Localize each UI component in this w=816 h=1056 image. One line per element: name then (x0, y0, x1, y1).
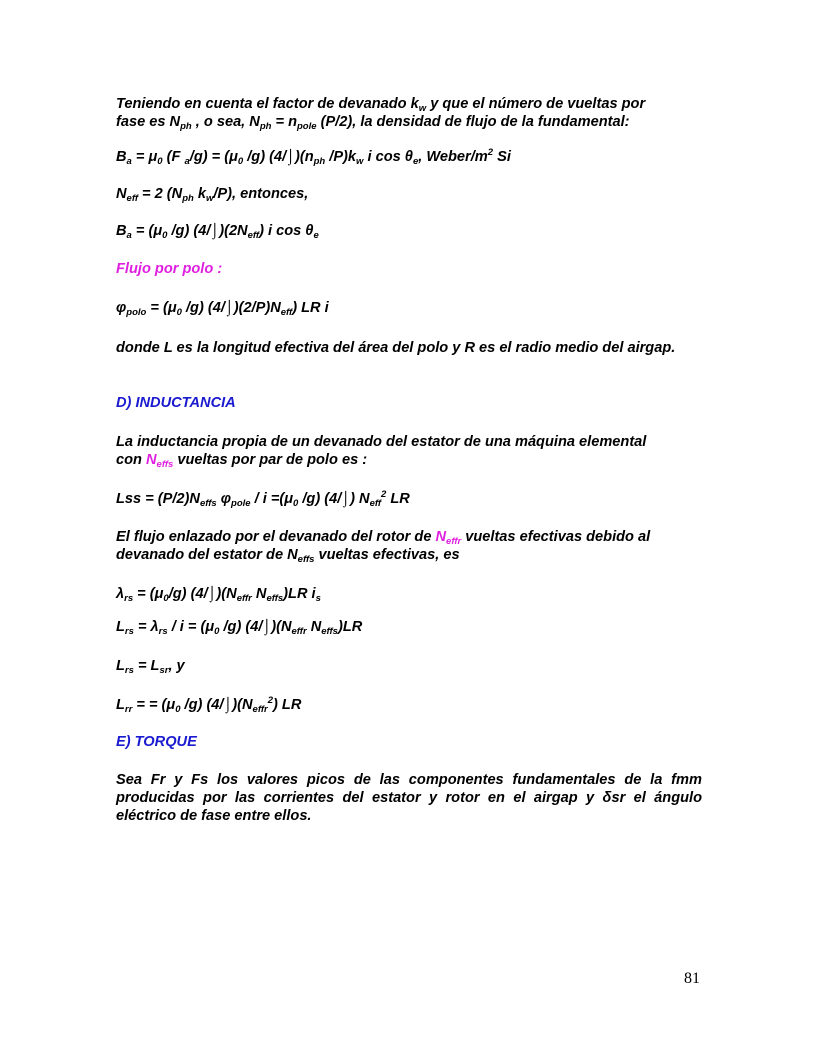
equation-lrs-lsr: $L_{rs} = L_{sr}$, y (116, 658, 185, 676)
inductance-paragraph (116, 433, 702, 469)
linkage-paragraph (116, 528, 702, 564)
flux-per-pole-heading: Flujo por polo : (116, 261, 223, 277)
equation-ba-2: $B_a = (\mu_0$ /g) $(4/⌡)(2N_{eff})$ i $\cos \theta_e$ (116, 223, 319, 241)
equation-lrs: $L_{rs} = \lambda_{rs} / i = (\mu_0$ /g) $(4/⌡)(N_{effr}$ $N_{effs})LR$ (116, 619, 363, 637)
torque-paragraph: Sea Fr y Fs los valores picos de las componentes fundamentales de la fmm producidas por las corrientes del estator y rotor en el airgap y δsr el ángulo eléctrico de fase entre ellos. (116, 772, 702, 824)
definition-paragraph: donde L es la longitud efectiva del área del polo y R es el radio medio del airgap. (116, 340, 676, 356)
inductance-line-1: La inductancia propia de un devanado del estator de una máquina elemental (116, 434, 647, 450)
linkage-line-1: El flujo enlazado por el devanado del rotor de $N_{effr}$ vueltas efectivas debido al (116, 529, 651, 547)
section-e-heading: E) TORQUE (116, 734, 197, 750)
equation-lambda-rs: $\lambda_{rs} = (\mu_0/g)$ $(4/⌡)(N_{effr}$ $N_{effs})LR$ $i_s$ (116, 586, 321, 604)
linkage-line-2: devanado del estator de $N_{effs}$ vueltas efectivas, es (116, 547, 460, 565)
intro-line-2: fase es $N_{ph}$ , o sea, $N_{ph} = n_{pole}$ (P/2), la densidad de flujo de la fundamental: (116, 114, 630, 132)
equation-lrr: $L_{rr}$ = = ($\mu_0$ /g) $(4/⌡)(N_{effr}^2)$ LR (116, 695, 302, 715)
page-number: 81 (684, 970, 700, 987)
equation-neff: $N_{eff} = 2$ ($N_{ph}$ $k_w/P$), entonces, (116, 186, 309, 204)
equation-flux-pole: $\varphi_{polo} = (\mu_0$ /g) $(4/⌡)(2/P)N_{eff}$) LR i (116, 300, 329, 318)
equation-ba-1: $B_a = \mu_0$ (F $_a/g) = (\mu_0$ /g) $(4/⌡)(n_{ph}$ $/P)k_w$ i $\cos \theta_e$, Weber/$m^2$ Si (116, 147, 511, 167)
intro-line-1: Teniendo en cuenta el factor de devanado $k_w$ y que el número de vueltas por (116, 96, 646, 114)
section-d-heading: D) INDUCTANCIA (116, 395, 236, 411)
intro-paragraph (116, 95, 702, 131)
equation-lss: Lss = $(P/2)N_{effs}$ $\varphi_{pole} / i =(\mu_0$ /g) (4/⌡) $N_{eff}^2$ LR (116, 489, 410, 509)
inductance-line-2: con $N_{effs}$ vueltas por par de polo es : (116, 452, 368, 470)
